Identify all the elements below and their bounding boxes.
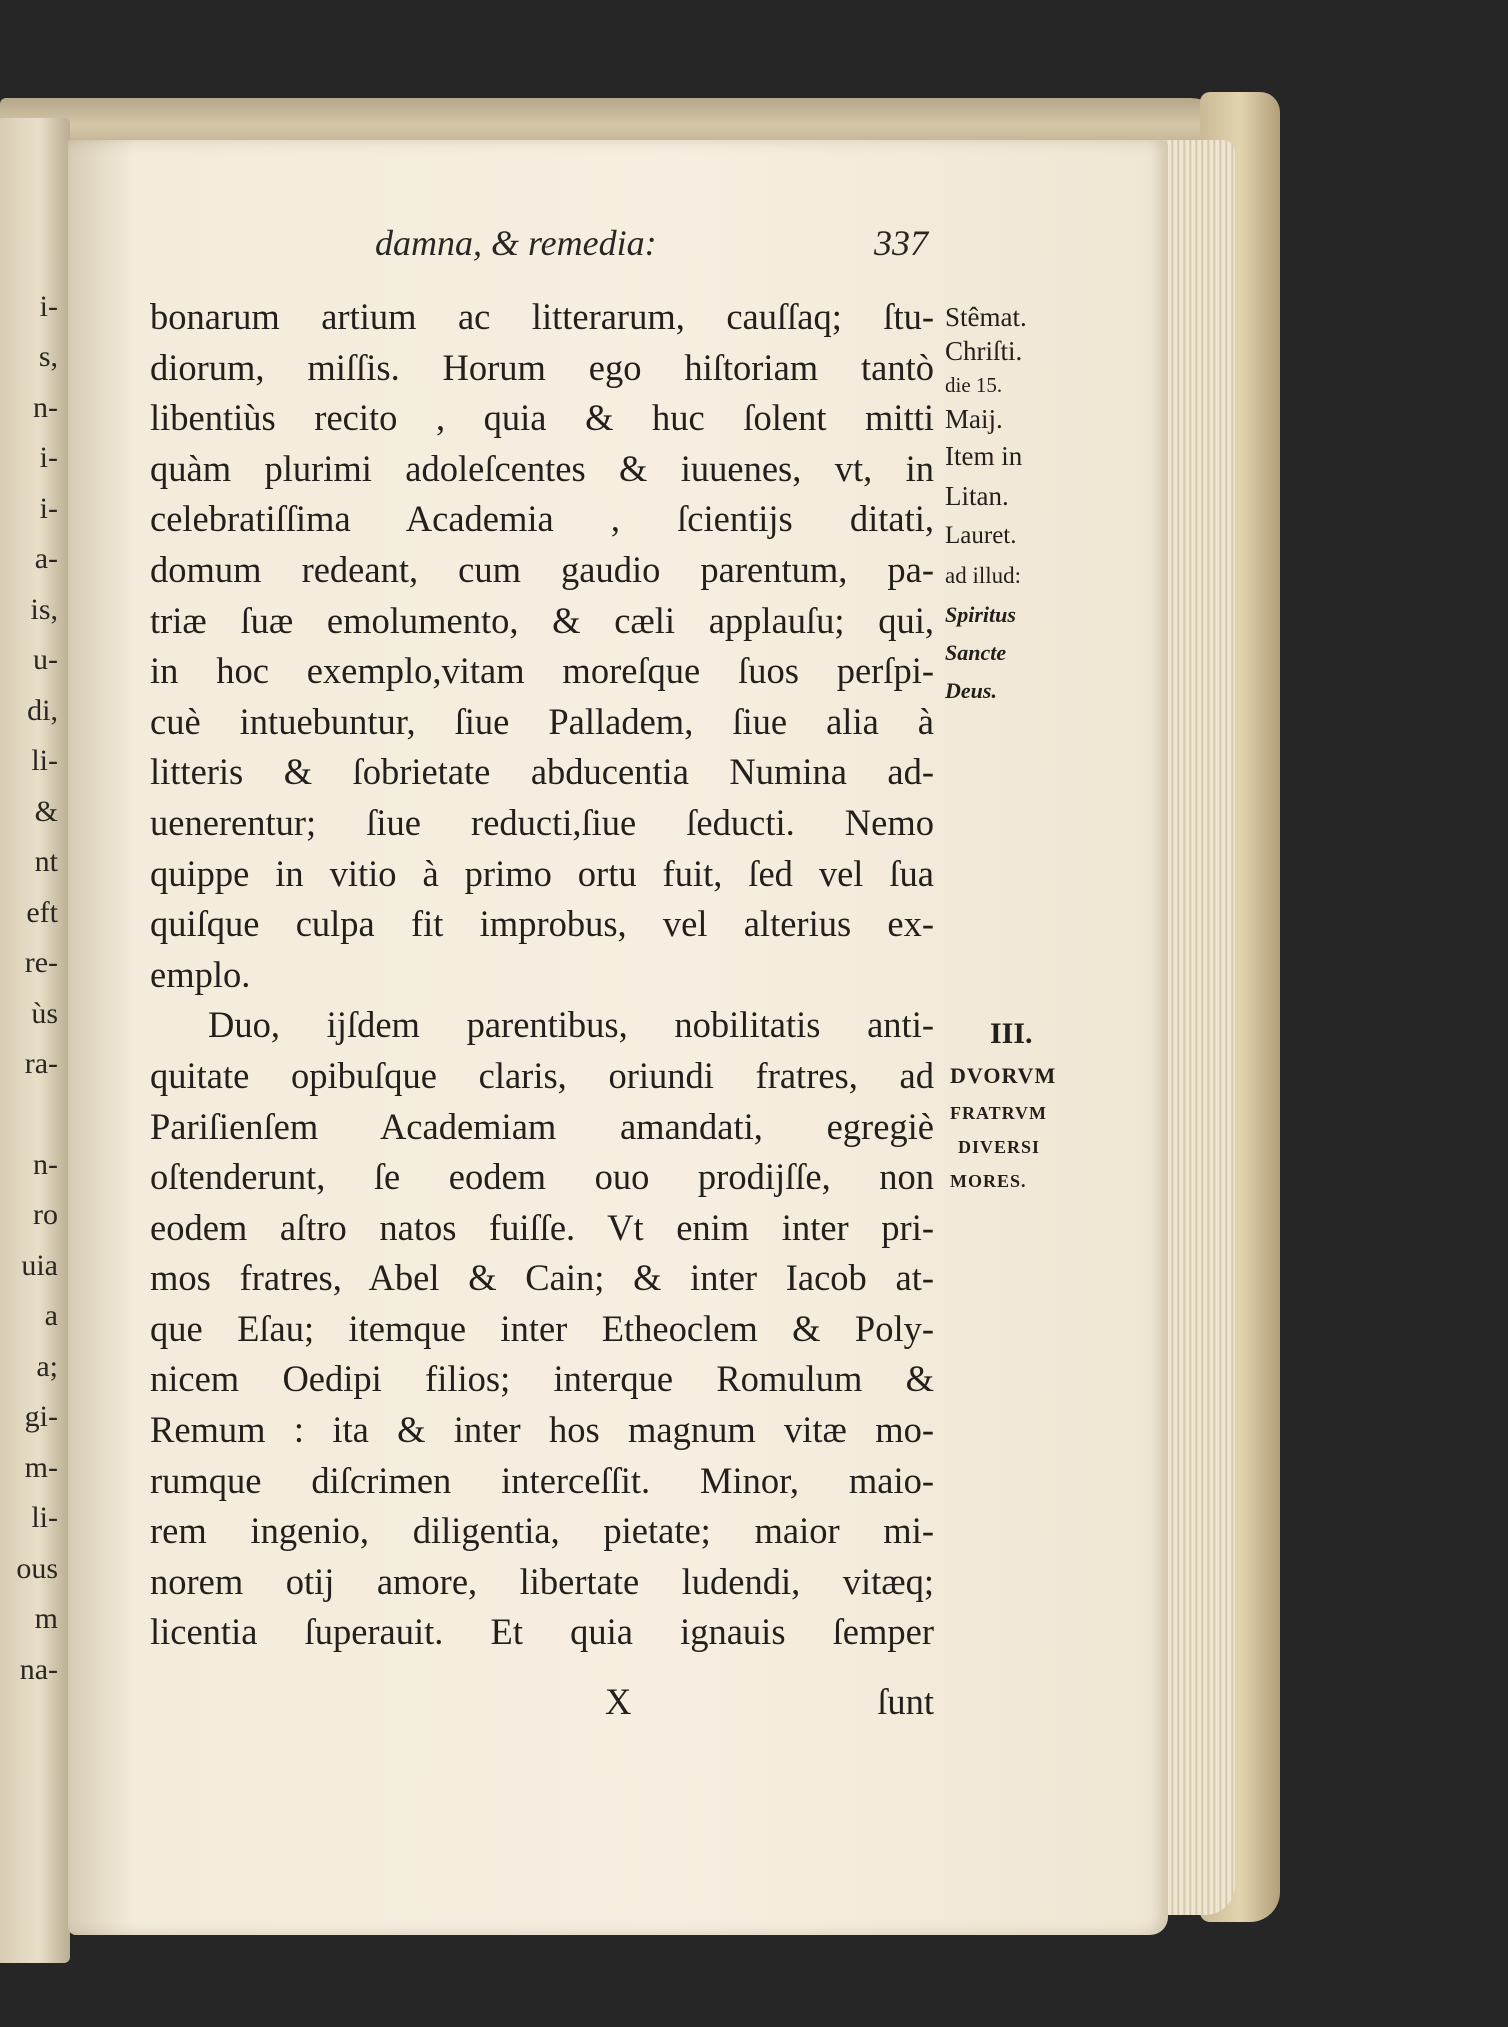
text-line: Pariſienſem Academiam amandati, egregiè [150,1105,934,1147]
note-line: MORES. [950,1171,1027,1191]
running-head: damna, & remedia: [375,223,657,263]
note-line: Sancte [945,640,1007,665]
text-line: quàm plurimi adoleſcentes & iuuenes, vt, in [150,447,934,489]
text-line: rumque diſcrimen interceſſit. Minor, maio- [150,1459,934,1501]
left-fragment: is, [30,593,58,626]
text-line: quippe in vitio à primo ortu fuit, ſed vel ſua [150,852,934,894]
text-line: triæ ſuæ emolumento, & cæli applauſu; qui, [150,599,934,641]
left-fragment: n- [33,391,58,424]
note-line: Deus. [945,678,997,703]
left-fragment: eft [26,896,58,929]
left-fragment: li- [31,744,58,777]
left-fragment: ro [33,1198,58,1231]
text-line: uenerentur; ſiue reducti,ſiue ſeducti. Nemo [150,801,934,843]
note-line: die 15. [945,373,1003,397]
left-fragment: di, [27,694,58,727]
text-line: Duo, ijſdem parentibus, nobilitatis anti- [208,1004,934,1046]
text-line: celebratiſſima Academia , ſcientijs ditati, [150,498,934,540]
page-number: 337 [874,223,928,263]
left-fragment: & [34,795,58,828]
left-fragment: nt [34,845,58,878]
left-fragment: li- [31,1501,58,1534]
left-fragment: n- [33,1148,58,1181]
left-fragment: ra- [24,1047,58,1080]
left-fragment: gi- [24,1400,58,1433]
note-line: Spiritus [945,602,1016,627]
text-line: cuè intuebuntur, ſiue Palladem, ſiue alia à [150,700,934,742]
left-fragment: i- [39,492,58,525]
left-fragment: a- [34,542,58,575]
text-line: Remum : ita & inter hos magnum vitæ mo- [150,1409,934,1451]
note-line: ad illud: [945,563,1022,588]
note-line: Maij. [945,404,1003,434]
text-line: licentia ſuperauit. Et quia ignauis ſemper [150,1611,934,1653]
left-fragment: na- [19,1653,58,1686]
text-line: emplo. [150,953,251,995]
text-line: quitate opibuſque claris, oriundi fratres, ad [150,1054,934,1096]
left-fragment: ous [16,1552,58,1585]
catchword: ſunt [877,1681,934,1722]
note-line: Chriſti. [945,336,1023,366]
left-fragment: i- [39,290,58,323]
text-line: eodem aſtro natos fuiſſe. Vt enim inter pri- [150,1206,934,1248]
text-line: litteris & ſobrietate abducentia Numina ad- [150,751,934,793]
text-line: mos fratres, Abel & Cain; & inter Iacob at- [150,1257,934,1299]
body-text [150,292,934,1658]
text-line: domum redeant, cum gaudio parentum, pa- [150,548,934,590]
page-footer [150,1680,934,1732]
left-fragment: a; [36,1350,58,1383]
book-top-edge [0,98,1230,144]
left-fragment: a [44,1299,58,1332]
note-line: DIVERSI [958,1137,1041,1157]
marginal-note [945,300,1085,710]
left-fragment: m [34,1602,58,1635]
text-line: nicem Oedipi filios; interque Romulum & [150,1358,934,1400]
left-fragment: re- [24,946,58,979]
text-line: rem ingenio, diligentia, pietate; maior mi- [150,1510,934,1552]
left-fragment: uia [21,1249,58,1282]
note-line: Item in [945,441,1023,471]
left-fragment: s, [38,340,58,373]
note-line: Lauret. [945,522,1017,549]
text-line: oſtenderunt, ſe eodem ouo prodijſſe, non [150,1156,934,1198]
text-line: libentiùs recito , quia & huc ſolent mitti [150,397,934,439]
left-fragment: m- [24,1451,58,1484]
text-line: in hoc exemplo,vitam moreſque ſuos perſpi- [150,650,934,692]
text-line: norem otij amore, libertate ludendi, vitæq; [150,1560,934,1602]
signature-mark: X [605,1681,632,1722]
note-line: FRATRVM [950,1103,1048,1123]
text-line: bonarum artium ac litterarum, cauſſaq; ſtu- [150,296,934,337]
text-line: que Eſau; itemque inter Etheoclem & Poly- [150,1307,934,1349]
note-line: Litan. [945,481,1009,511]
left-fragment: ùs [31,997,58,1030]
left-page-fragments [0,0,60,2027]
text-line: quiſque culpa fit improbus, vel alterius ex- [150,903,934,945]
text-line: diorum, miſſis. Horum ego hiſtoriam tantò [150,346,934,388]
marginal-heading [950,1012,1090,1198]
left-fragment: u- [33,643,58,676]
note-line: DVORVM [950,1063,1057,1088]
left-fragment: i- [39,441,58,474]
note-line: III. [990,1017,1033,1050]
note-line: Stêmat. [945,302,1027,332]
